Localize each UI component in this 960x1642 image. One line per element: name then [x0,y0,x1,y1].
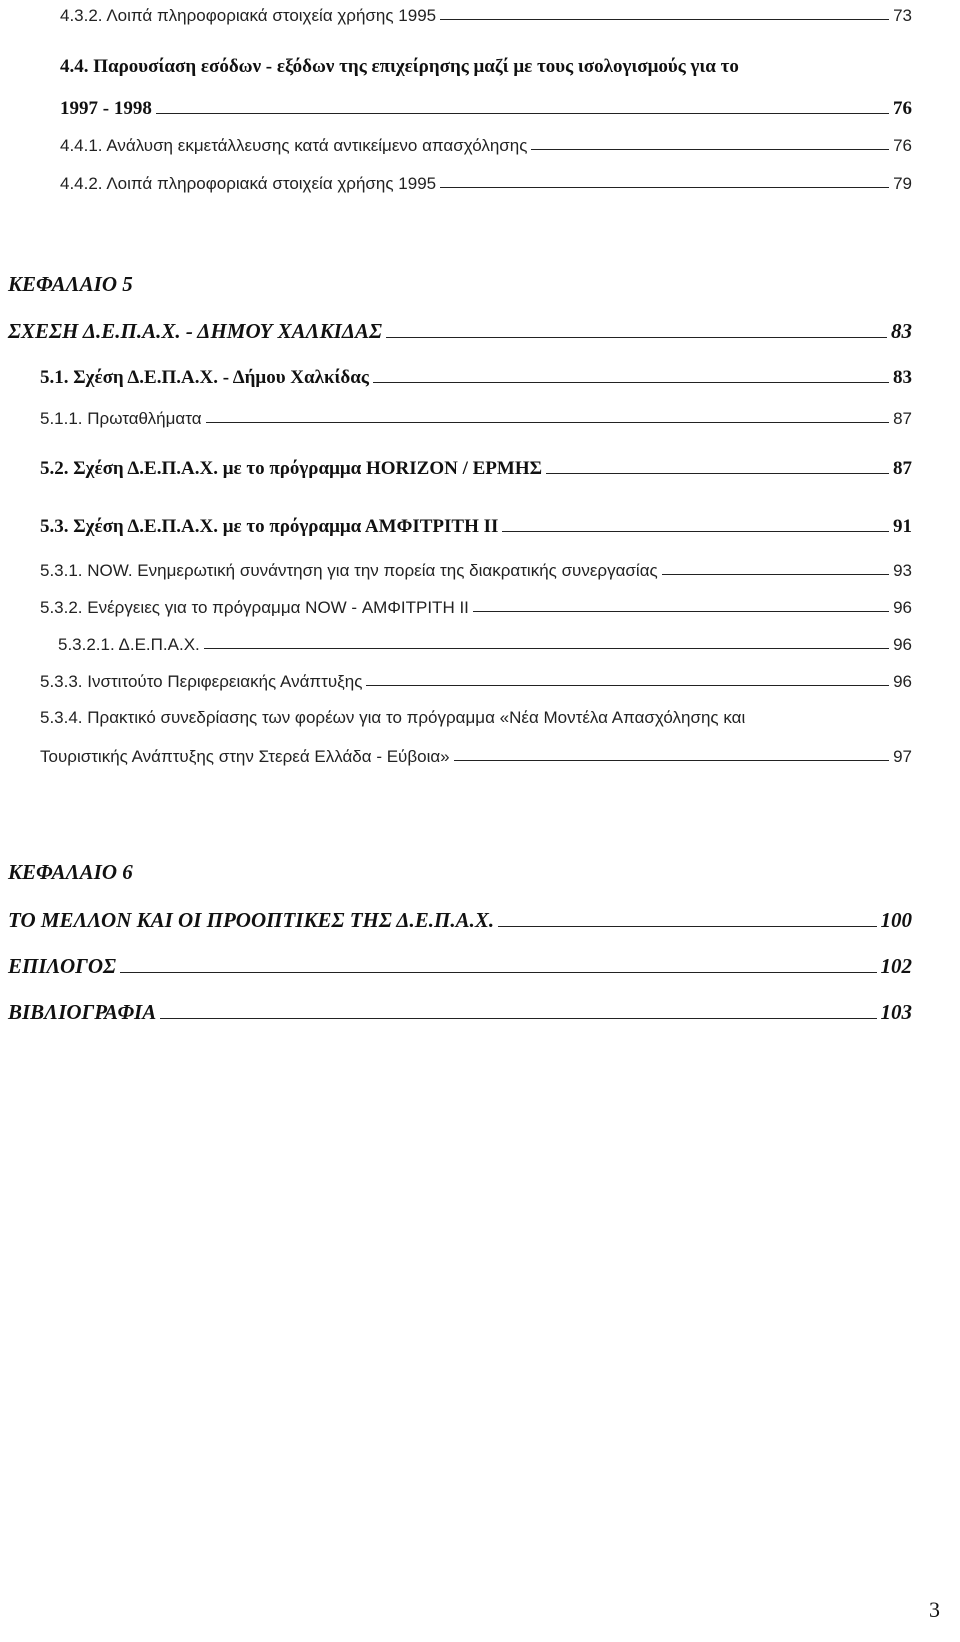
toc-label: 5.1. Σχέση Δ.Ε.Π.Α.Χ. - Δήμου Χαλκίδας [40,367,369,388]
toc-label: 5.3.1. NOW. Ενημερωτική συνάντηση για την πορεία της διακρατικής συνεργασίας [40,561,658,580]
toc-page-number: 102 [880,954,912,978]
toc-label: 4.4.2. Λοιπά πληροφοριακά στοιχεία χρήσης 1995 [60,174,437,193]
toc-page-number: 96 [893,672,912,691]
dot-leader [120,972,876,973]
toc-page-number: 83 [891,319,912,343]
toc-page-number: 87 [893,409,912,428]
dot-leader [502,531,889,532]
toc-entry-5-1[interactable] [40,365,912,389]
toc-entry-4-4-line1[interactable]: 4.4. Παρουσίαση εσόδων - εξόδων της επιχείρησης μαζί με τους ισολογισμούς για το [60,56,739,77]
chapter-5-heading: ΚΕΦΑΛΑΙΟ 5 [8,272,133,296]
dot-leader [206,422,890,423]
toc-label: 5.3. Σχέση Δ.Ε.Π.Α.Χ. με το πρόγραμμα ΑΜΦΙΤΡΙΤΗ ΙΙ [40,516,499,537]
toc-label: 4.3.2. Λοιπά πληροφοριακά στοιχεία χρήσης 1995 [60,6,437,25]
dot-leader [498,926,876,927]
toc-page-number: 96 [893,598,912,617]
toc-entry-epilogue[interactable] [8,951,912,979]
toc-label: Τουριστικής Ανάπτυξης στην Στερεά Ελλάδα - Εύβοια» [40,747,450,766]
toc-label: 1997 - 1998 [60,98,152,119]
toc-page-number: 93 [893,561,912,580]
toc-label: ΣΧΕΣΗ Δ.Ε.Π.Α.Χ. - ΔΗΜΟΥ ΧΑΛΚΙΔΑΣ [8,319,383,343]
toc-label: ΕΠΙΛΟΓΟΣ [8,954,117,978]
dot-leader [440,19,889,20]
toc-entry-5-3-4-line1[interactable]: 5.3.4. Πρακτικό συνεδρίασης των φορέων για το πρόγραμμα «Νέα Μοντέλα Απασχόλησης και [40,708,746,727]
toc-label: 5.1.1. Πρωταθλήματα [40,409,202,428]
toc-entry-5-2[interactable] [40,456,912,480]
dot-leader [662,574,889,575]
toc-label: 4.4.1. Ανάλυση εκμετάλλευσης κατά αντικείμενο απασχόλησης [60,136,528,155]
dot-leader [373,382,889,383]
toc-entry-4-3-2[interactable] [60,4,912,26]
toc-label: 5.3.3. Ινστιτούτο Περιφερειακής Ανάπτυξης [40,672,363,691]
toc-page-number: 76 [893,98,912,119]
toc-entry-4-4-2[interactable] [60,172,912,194]
toc-entry-chapter-5[interactable] [8,316,912,344]
toc-entry-5-3-1[interactable] [40,559,912,581]
toc-page-number: 97 [893,747,912,766]
toc-entry-4-4[interactable] [60,96,912,120]
toc-entry-5-3-2-1[interactable] [58,633,912,655]
dot-leader [546,473,889,474]
dot-leader [440,187,889,188]
dot-leader [386,337,887,338]
chapter-6-heading: ΚΕΦΑΛΑΙΟ 6 [8,860,133,884]
toc-page-number: 83 [893,367,912,388]
toc-page-number: 79 [893,174,912,193]
toc-label: ΤΟ ΜΕΛΛΟΝ ΚΑΙ ΟΙ ΠΡΟΟΠΤΙΚΕΣ ΤΗΣ Δ.Ε.Π.Α.Χ. [8,908,495,932]
dot-leader [366,685,889,686]
toc-page-number: 96 [893,635,912,654]
toc-label: 5.3.2.1. Δ.Ε.Π.Α.Χ. [58,635,200,654]
toc-entry-5-1-1[interactable] [40,407,912,429]
toc-page-number: 91 [893,516,912,537]
toc-page-number: 87 [893,458,912,479]
toc-entry-5-3[interactable] [40,514,912,538]
dot-leader [156,113,889,114]
toc-entry-5-3-3[interactable] [40,670,912,692]
toc-entry-5-3-4[interactable] [40,745,912,767]
toc-label: ΒΙΒΛΙΟΓΡΑΦΙΑ [8,1000,157,1024]
dot-leader [160,1018,876,1019]
page-number: 3 [929,1597,940,1622]
toc-entry-5-3-2[interactable] [40,596,912,618]
toc-page-number: 76 [893,136,912,155]
dot-leader [531,149,889,150]
toc-page-number: 103 [880,1000,912,1024]
toc-entry-bibliography[interactable] [8,997,912,1025]
toc-label: 5.2. Σχέση Δ.Ε.Π.Α.Χ. με το πρόγραμμα HORIZON / ΕΡΜΗΣ [40,458,543,479]
toc-entry-4-4-1[interactable] [60,134,912,156]
toc-page-number: 73 [893,6,912,25]
toc-entry-chapter-6[interactable] [8,905,912,933]
toc-label: 5.3.2. Ενέργειες για το πρόγραμμα NOW - ΑΜΦΙΤΡΙΤΗ ΙΙ [40,598,469,617]
dot-leader [473,611,889,612]
toc-page-number: 100 [880,908,912,932]
dot-leader [204,648,889,649]
dot-leader [454,760,889,761]
